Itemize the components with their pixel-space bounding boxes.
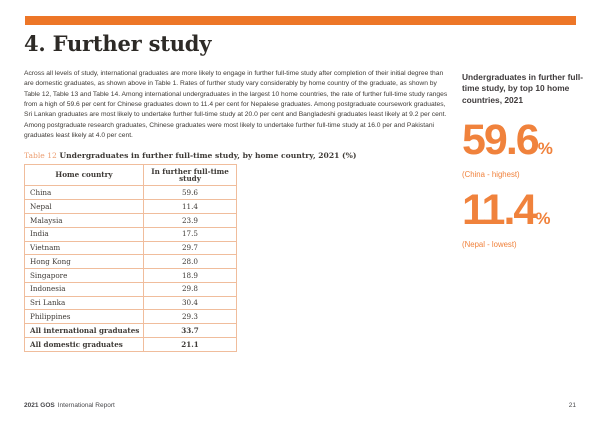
value-cell: 29.3 [144, 310, 237, 324]
value-cell: 29.7 [144, 241, 237, 255]
table-caption-label: Table 12 [24, 151, 57, 160]
stat-lowest [462, 186, 586, 250]
table-row [25, 324, 237, 338]
value-cell: 23.9 [144, 213, 237, 227]
table-body [25, 186, 237, 351]
value-cell: 30.4 [144, 296, 237, 310]
value-cell: 21.1 [144, 337, 237, 351]
value-cell: 18.9 [144, 269, 237, 283]
table-row [25, 269, 237, 283]
country-cell: Hong Kong [25, 255, 144, 269]
table-header-row [25, 165, 237, 186]
stat-lowest-number [462, 186, 586, 237]
stat-lowest-unit: % [535, 209, 551, 229]
footer-report-name [24, 402, 115, 409]
table-header [25, 165, 237, 186]
table-caption [24, 151, 450, 160]
footer-report-rest: International Report [57, 402, 115, 409]
column-header-further-study: In further full-time study [144, 165, 237, 186]
value-cell: 17.5 [144, 227, 237, 241]
page-title: 4. Further study [24, 31, 212, 56]
value-cell: 29.8 [144, 282, 237, 296]
stat-highest-label: (China - highest) [462, 170, 520, 180]
table-row [25, 227, 237, 241]
country-cell: All international graduates [25, 324, 144, 338]
table-row [25, 282, 237, 296]
stat-highest-unit: % [537, 139, 553, 159]
stat-lowest-value: 11.4 [462, 186, 536, 235]
country-cell: Vietnam [25, 241, 144, 255]
stat-highest [462, 116, 586, 180]
table-row [25, 310, 237, 324]
table-row [25, 241, 237, 255]
footer-report-bold: 2021 GOS [24, 402, 55, 409]
column-header-home-country: Home country [25, 165, 144, 186]
further-study-table [24, 164, 237, 352]
country-cell: Singapore [25, 269, 144, 283]
table-row [25, 296, 237, 310]
country-cell: China [25, 186, 144, 200]
country-cell: Philippines [25, 310, 144, 324]
stat-lowest-label: (Nepal - lowest) [462, 240, 517, 250]
value-cell: 59.6 [144, 186, 237, 200]
table-row [25, 200, 237, 214]
table-row [25, 255, 237, 269]
country-cell: Indonesia [25, 282, 144, 296]
table-row [25, 186, 237, 200]
table-row [25, 213, 237, 227]
page-number: 21 [568, 402, 576, 409]
value-cell: 28.0 [144, 255, 237, 269]
value-cell: 33.7 [144, 324, 237, 338]
table-caption-text: Undergraduates in further full-time study, by home country, 2021 (%) [59, 151, 357, 160]
country-cell: India [25, 227, 144, 241]
stat-highest-number [462, 116, 586, 167]
country-cell: Malaysia [25, 213, 144, 227]
value-cell: 11.4 [144, 200, 237, 214]
country-cell: Nepal [25, 200, 144, 214]
accent-bar [25, 16, 576, 25]
body-paragraph: Across all levels of study, international graduates are more likely to engage in further full-time study after completion of their initial degree than are domestic graduates, as shown above in Table 1. Rates of further study vary considerably by home country of the graduate, as shown by Table 12, Table 13 and Table 14. Among international undergraduates in the largest 10 home countries, the rate of further full-time study ranges from a high of 59.6 per cent for Chinese graduates down to 11.4 per cent for Nepalese graduates. Among postgraduate coursework graduates, Sri Lankan graduates are most likely to undertake further full-time study at 20.0 per cent and Bangladeshi graduates least likely at 9.2 per cent. Among postgraduate research graduates, Chinese graduates were most likely to undertake further full-time study at 16.0 per and Pakistani graduates least likely at 4.0 per cent. [24, 70, 448, 140]
table-row [25, 337, 237, 351]
sidebar [462, 72, 586, 249]
sidebar-heading: Undergraduates in further full-time study, by top 10 home countries, 2021 [462, 72, 583, 105]
country-cell: All domestic graduates [25, 337, 144, 351]
stat-highest-value: 59.6 [462, 116, 538, 165]
country-cell: Sri Lanka [25, 296, 144, 310]
